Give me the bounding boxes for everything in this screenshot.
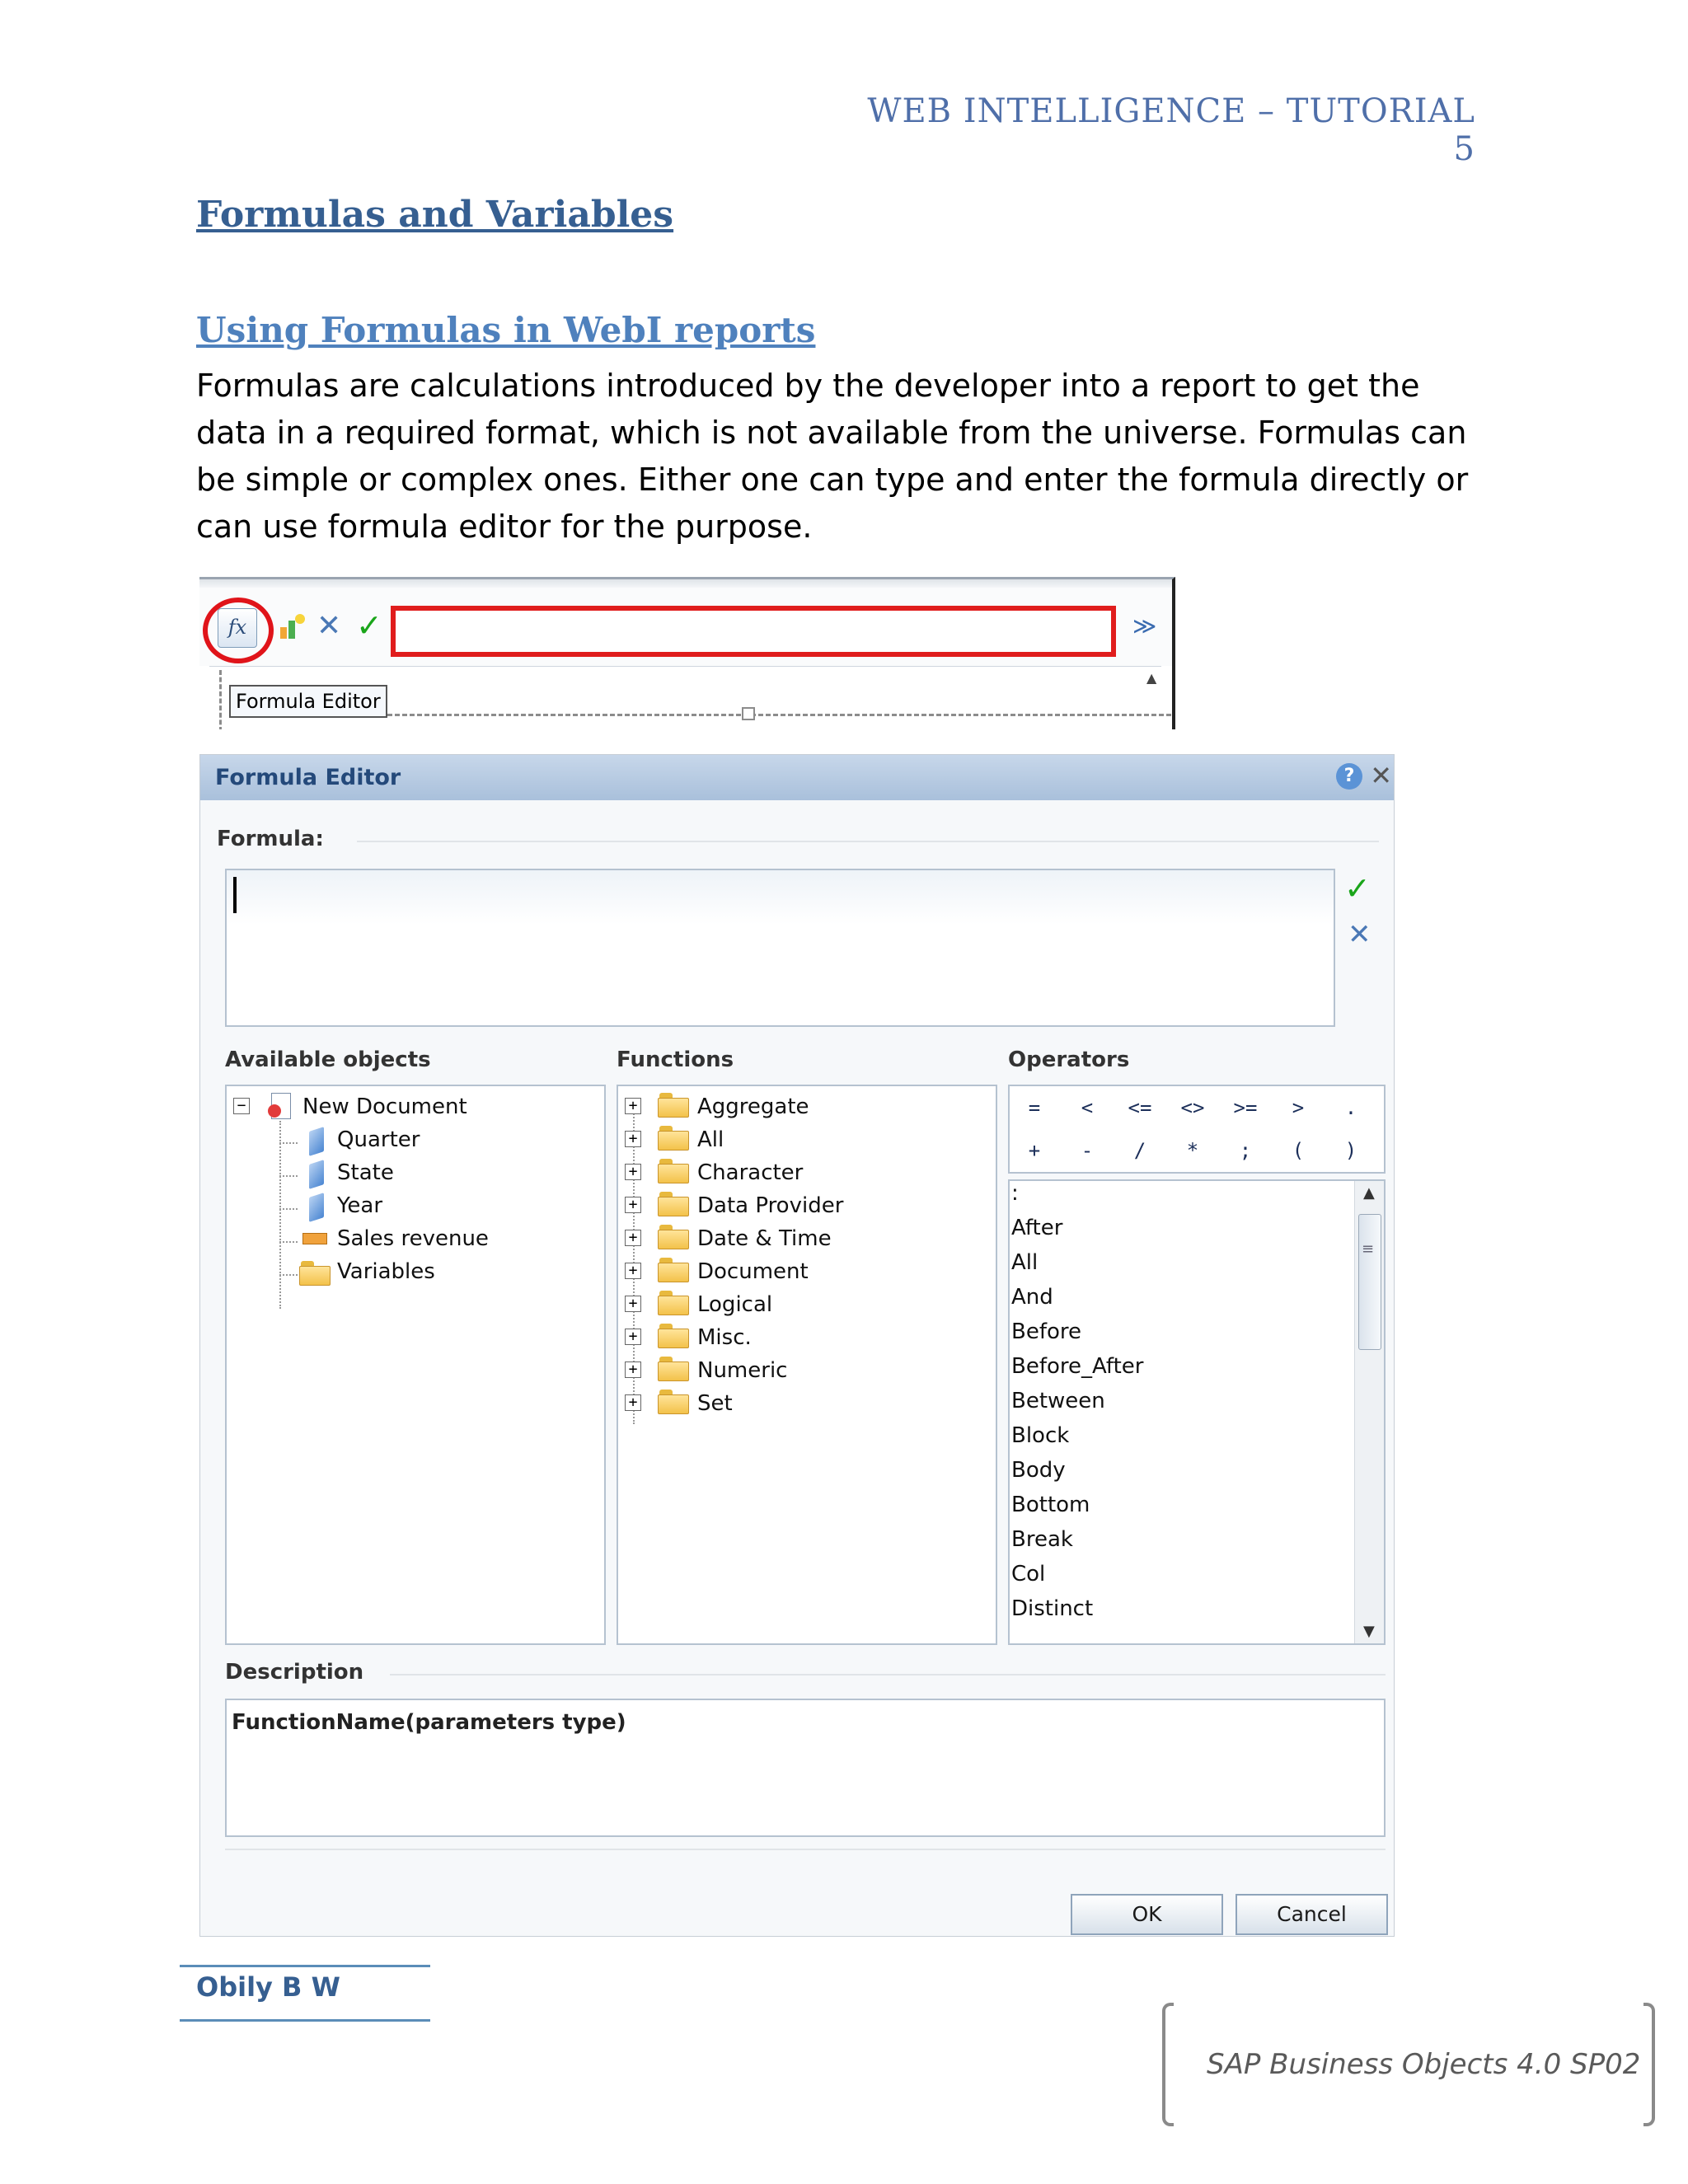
- document-icon: [268, 1093, 293, 1121]
- footer-rule-top: [180, 1965, 430, 1967]
- folder-icon: [658, 1192, 689, 1216]
- dialog-title-bar: [200, 755, 1394, 800]
- functions-label: Functions: [617, 1047, 734, 1072]
- operator-button[interactable]: ;: [1239, 1139, 1252, 1162]
- folder-icon: [299, 1261, 331, 1286]
- folder-icon: [658, 1258, 689, 1282]
- scrollbar-thumb[interactable]: [1358, 1214, 1381, 1350]
- expand-node-icon[interactable]: +: [625, 1263, 641, 1279]
- operator-list-item[interactable]: After: [1011, 1216, 1063, 1240]
- operator-button[interactable]: .: [1344, 1096, 1357, 1119]
- operator-list-item[interactable]: Body: [1011, 1458, 1066, 1483]
- header-title: WEB INTELLIGENCE – TUTORIAL 5: [867, 92, 1475, 168]
- tree-connector: [279, 1208, 298, 1210]
- cancel-formula-icon[interactable]: ✕: [316, 609, 342, 643]
- operator-button[interactable]: <: [1081, 1096, 1094, 1119]
- scroll-up-icon[interactable]: ▲: [1146, 670, 1157, 686]
- tree-connector: [279, 1175, 298, 1177]
- help-icon[interactable]: ?: [1336, 763, 1362, 790]
- operator-button[interactable]: (: [1292, 1139, 1305, 1162]
- available-objects-tree: [225, 1085, 606, 1645]
- folder-icon: [658, 1324, 689, 1348]
- operator-button[interactable]: +: [1028, 1139, 1041, 1162]
- function-category[interactable]: Data Provider: [697, 1193, 844, 1218]
- footer-rule-bottom: [180, 2019, 430, 2022]
- operator-list-item[interactable]: Before: [1011, 1319, 1082, 1344]
- expand-chevron-icon[interactable]: ≫: [1132, 612, 1157, 640]
- operator-list-item[interactable]: Break: [1011, 1527, 1073, 1552]
- tree-connector: [279, 1241, 298, 1243]
- folder-icon: [658, 1291, 689, 1315]
- formula-divider: [357, 841, 1379, 842]
- function-category[interactable]: Character: [697, 1160, 804, 1185]
- formula-editor-tooltip: Formula Editor: [229, 685, 387, 718]
- formula-toolbar: [199, 577, 1175, 729]
- function-category[interactable]: Set: [697, 1391, 733, 1416]
- operator-button[interactable]: >=: [1233, 1096, 1258, 1119]
- function-category[interactable]: Aggregate: [697, 1094, 809, 1119]
- tree-item-quarter[interactable]: Quarter: [337, 1127, 420, 1152]
- expand-node-icon[interactable]: +: [625, 1296, 641, 1312]
- section-heading: Formulas and Variables: [196, 194, 674, 236]
- tree-item-year[interactable]: Year: [337, 1193, 383, 1218]
- function-category[interactable]: Numeric: [697, 1358, 788, 1383]
- operator-list-item[interactable]: Between: [1011, 1389, 1105, 1413]
- collapse-node-icon[interactable]: −: [233, 1098, 250, 1114]
- tree-connector: [279, 1274, 298, 1276]
- tree-item-new-document[interactable]: New Document: [302, 1094, 467, 1119]
- grip-icon: ≡: [1362, 1240, 1375, 1258]
- description-box: [225, 1699, 1386, 1837]
- operator-button[interactable]: *: [1186, 1139, 1199, 1162]
- text-caret: [233, 877, 237, 913]
- formula-editor-button[interactable]: fx: [218, 608, 257, 648]
- subsection-heading: Using Formulas in WebI reports: [196, 310, 816, 350]
- dialog-title: Formula Editor: [215, 765, 401, 790]
- create-variable-icon[interactable]: [277, 612, 307, 642]
- scroll-down-icon[interactable]: ▼: [1363, 1623, 1375, 1640]
- expand-node-icon[interactable]: +: [625, 1197, 641, 1213]
- validate-formula-icon[interactable]: ✓: [356, 607, 382, 644]
- operator-list-scrollbar[interactable]: [1354, 1181, 1384, 1643]
- folder-icon: [658, 1390, 689, 1414]
- operator-list-item[interactable]: All: [1011, 1250, 1039, 1275]
- report-scrollbar[interactable]: [1144, 670, 1165, 729]
- folder-icon: [658, 1159, 689, 1183]
- scroll-up-icon[interactable]: ▲: [1363, 1184, 1375, 1202]
- operator-list: [1008, 1179, 1386, 1645]
- tree-connector: [279, 1121, 281, 1309]
- operator-button[interactable]: =: [1028, 1096, 1041, 1119]
- description-text: FunctionName(parameters type): [232, 1710, 626, 1735]
- toolbar-row: [199, 588, 1172, 666]
- operator-button[interactable]: ): [1344, 1139, 1357, 1162]
- operator-list-item[interactable]: :: [1011, 1181, 1019, 1206]
- cell-border-left: [219, 670, 222, 729]
- function-category[interactable]: Date & Time: [697, 1226, 832, 1251]
- measure-icon: [302, 1233, 327, 1244]
- operator-list-item[interactable]: Before_After: [1011, 1354, 1144, 1379]
- expand-node-icon[interactable]: +: [625, 1098, 641, 1114]
- formula-bar-input[interactable]: [391, 606, 1116, 657]
- dimension-icon: [309, 1193, 324, 1222]
- operator-button[interactable]: /: [1133, 1139, 1146, 1162]
- expand-node-icon[interactable]: +: [625, 1394, 641, 1411]
- functions-tree: [617, 1085, 997, 1645]
- folder-icon: [658, 1357, 689, 1381]
- highlight-circle: [203, 598, 274, 663]
- formula-input[interactable]: [225, 869, 1335, 1027]
- folder-icon: [658, 1126, 689, 1151]
- expand-node-icon[interactable]: +: [625, 1131, 641, 1147]
- formula-editor-dialog: [199, 754, 1395, 1937]
- function-category[interactable]: All: [697, 1127, 724, 1152]
- available-objects-label: Available objects: [225, 1047, 431, 1072]
- operators-label: Operators: [1008, 1047, 1130, 1072]
- clear-formula-icon[interactable]: ✕: [1348, 918, 1372, 951]
- folder-icon: [658, 1093, 689, 1118]
- dimension-icon: [309, 1160, 324, 1189]
- operator-button[interactable]: <=: [1128, 1096, 1152, 1119]
- validate-icon[interactable]: ✓: [1344, 870, 1371, 907]
- ok-button[interactable]: OK: [1071, 1894, 1223, 1935]
- operator-list-item[interactable]: Col: [1011, 1562, 1046, 1586]
- footer-bracket-right: [1643, 2003, 1655, 2126]
- dimension-icon: [309, 1127, 324, 1156]
- operator-button[interactable]: <>: [1180, 1096, 1205, 1119]
- operator-buttons: [1008, 1085, 1386, 1174]
- expand-node-icon[interactable]: +: [625, 1164, 641, 1180]
- tree-connector: [279, 1142, 298, 1144]
- operator-list-item[interactable]: Distinct: [1011, 1596, 1094, 1621]
- tree-item-state[interactable]: State: [337, 1160, 394, 1185]
- operator-list-item[interactable]: Bottom: [1011, 1493, 1090, 1517]
- folder-icon: [658, 1225, 689, 1249]
- close-icon[interactable]: ✕: [1370, 760, 1392, 791]
- function-category[interactable]: Document: [697, 1259, 809, 1284]
- footer-bracket-left: [1162, 2003, 1174, 2126]
- expand-node-icon[interactable]: +: [625, 1361, 641, 1378]
- toolbar-top-strip: [199, 579, 1172, 588]
- button-divider: [225, 1849, 1386, 1850]
- operator-button[interactable]: -: [1081, 1139, 1094, 1162]
- tree-item-sales-revenue[interactable]: Sales revenue: [337, 1226, 489, 1251]
- description-divider: [390, 1674, 1386, 1675]
- resize-handle[interactable]: [742, 707, 755, 720]
- formula-label: Formula:: [217, 827, 324, 851]
- cell-border-bottom: [373, 714, 1175, 716]
- operator-list-item[interactable]: And: [1011, 1285, 1053, 1310]
- expand-node-icon[interactable]: +: [625, 1230, 641, 1246]
- footer-product: SAP Business Objects 4.0 SP02: [1207, 2048, 1641, 2081]
- tree-item-variables[interactable]: Variables: [337, 1259, 435, 1284]
- operator-button[interactable]: >: [1292, 1096, 1305, 1119]
- operator-list-item[interactable]: Block: [1011, 1423, 1070, 1448]
- function-category[interactable]: Misc.: [697, 1325, 752, 1350]
- function-category[interactable]: Logical: [697, 1292, 773, 1317]
- cancel-button[interactable]: Cancel: [1236, 1894, 1388, 1935]
- expand-node-icon[interactable]: +: [625, 1329, 641, 1345]
- description-label: Description: [225, 1660, 364, 1685]
- footer-author: Obily B W: [196, 1971, 340, 2003]
- intro-paragraph: Formulas are calculations introduced by the developer into a report to get the data in a required format, which is not available from the universe. Formulas can be simple or complex ones. Either one can type and enter the formula directly or can use formula editor for the purpose.: [196, 368, 1469, 545]
